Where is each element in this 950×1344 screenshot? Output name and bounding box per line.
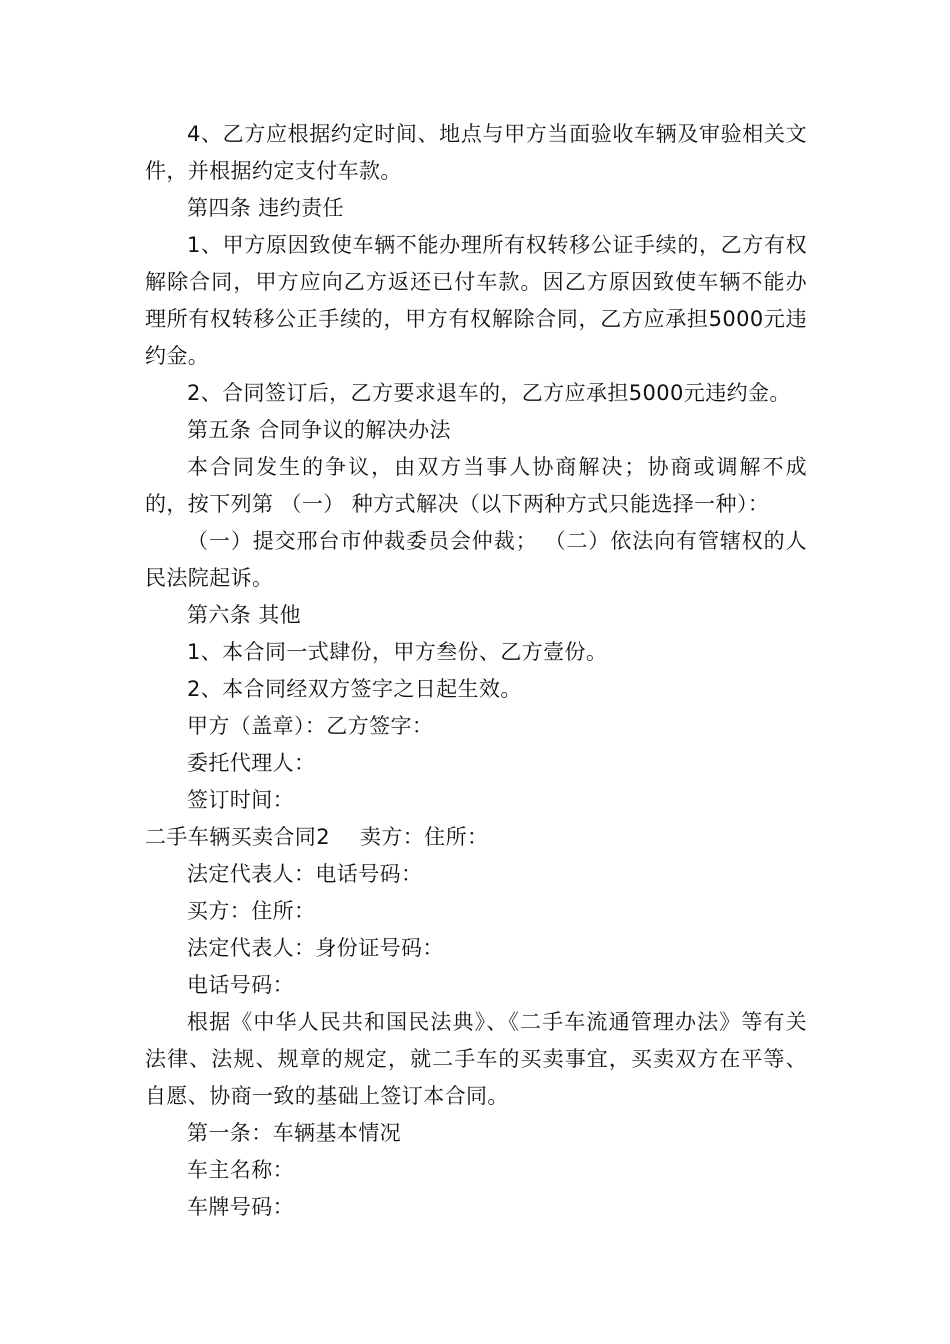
- article-5-body: 本合同发生的争议，由双方当事人协商解决；协商或调解不成的，按下列第 （一） 种方式解决（以下两种方式只能选择一种）：: [145, 455, 807, 516]
- article-5-heading: 第五条 合同争议的解决办法: [187, 418, 451, 442]
- seller-label: 卖方：住所：: [359, 825, 489, 849]
- document-page: [145, 116, 807, 1226]
- article-6-item-2: 2、本合同经双方签字之日起生效。: [187, 677, 522, 701]
- plate-number-line: 车牌号码：: [187, 1195, 294, 1219]
- buyer-representative-line: 法定代表人：身份证号码：: [187, 936, 444, 960]
- signature-line-agent: 委托代理人：: [187, 751, 316, 775]
- contract-preamble: 根据《中华人民共和国民法典》、《二手车流通管理办法》等有关法律、法规、规章的规定，就二手车的买卖事宜，买卖双方在平等、自愿、协商一致的基础上签订本合同。: [145, 1010, 807, 1108]
- article-6-item-1: 1、本合同一式肆份，甲方叁份、乙方壹份。: [187, 640, 608, 664]
- seller-representative-line: 法定代表人：电话号码：: [187, 862, 423, 886]
- owner-name-line: 车主名称：: [187, 1158, 294, 1182]
- second-contract-title: 二手车辆买卖合同2: [145, 825, 330, 849]
- signature-line-date: 签订时间：: [187, 788, 294, 812]
- article-4-heading: 第四条 违约责任: [187, 196, 344, 220]
- buyer-phone-line: 电话号码：: [187, 973, 294, 997]
- article-1-heading: 第一条：车辆基本情况: [187, 1121, 401, 1145]
- article-4-item-2: 2、合同签订后，乙方要求退车的，乙方应承担5000元违约金。: [187, 381, 791, 405]
- second-contract-header-line: [145, 819, 807, 856]
- article-6-heading: 第六条 其他: [187, 603, 302, 627]
- article-4-item-1: 1、甲方原因致使车辆不能办理所有权转移公证手续的，乙方有权解除合同，甲方应向乙方返还已付车款。因乙方原因致使车辆不能办理所有权转移公正手续的，甲方有权解除合同，乙方应承担5000元违约金。: [145, 233, 807, 368]
- buyer-address-line: 买方：住所：: [187, 899, 316, 923]
- signature-line-parties: 甲方（盖章）：乙方签字：: [187, 714, 434, 738]
- clause-4-inspection: 4、乙方应根据约定时间、地点与甲方当面验收车辆及审验相关文件，并根据约定支付车款。: [145, 122, 807, 183]
- article-5-options: （一）提交邢台市仲裁委员会仲裁； （二）依法向有管辖权的人民法院起诉。: [145, 529, 807, 590]
